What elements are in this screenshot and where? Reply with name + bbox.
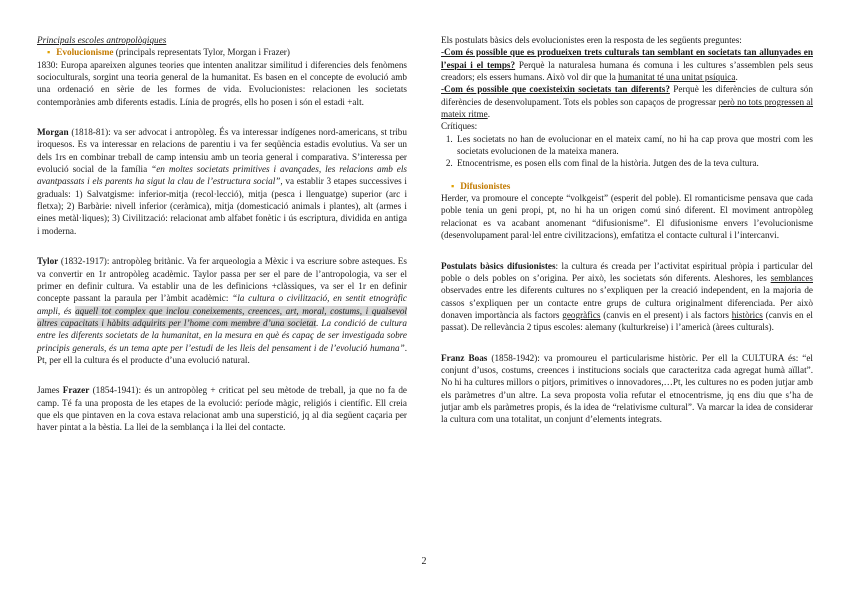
postulats-difusionistes-paragraph: Postulats bàsics difusionistes: la cultura és creada per l’activitat espiritual pròpia i particular del poble o dels pobles on s’origina. Per això, les societats són diferents. Aleshores, les semblances observades entre les diferents cultures no s’expliquen per la creació independent, en la majoria de cassos s’expliquen per un contacte entre grups de cultura originalment diferenciada. Per això donaven importància als factors geogràfics (canvis en el present) i als factors històrics (canvis en el passat). De rellevància 2 tipus escoles: alemany (kulturkreise) i l’americà (àrees culturals). — [441, 260, 813, 333]
critiques-label: Crítiques: — [441, 121, 478, 132]
critiques-list — [441, 133, 813, 170]
evolucionisme-paragraph: 1830: Europa apareixen algunes teories que intenten analitzar similitud i diferencies dels fenòmens socioculturals, sorgint una teoria general de la humanitat. Es basen en el concepte de evolució amb una ordenació en sèrie de les formes de vida. Evolucionistes: relacionen les societats contemporànies amb diferents estadis. Línia de progrés, ells ho posen i són el estadi +alt. — [37, 59, 407, 107]
right-column — [441, 34, 813, 426]
section-heading: Principals escoles antropològiques — [37, 35, 167, 45]
difusionistes-bullet: ▪ Difusionistes — [451, 180, 511, 191]
list-item: 2. Etnocentrisme, es posen ells com final de la història. Jutgen des de la teva cultura. — [455, 157, 813, 169]
postulats-intro: Els postulats bàsics dels evolucionistes eren la resposta de les següents preguntes: — [441, 35, 742, 45]
difusionisme-paragraph: Herder, va promoure el concepte “volkgeist” (esperit del poble). El romanticisme pensava que cada poble tenia un geni propi, pt, no hi ha un origen comú sinó diferent. El moviment antropòleg relacionat es va acabant anomenant “difusionisme”. El difusionisme envers l’evolucionisme (desenvolupament paral·lel entre civilitzacions), emfatitza el contacte cultural i l’intercanvi. — [441, 193, 813, 241]
frazer-paragraph: James Frazer (1854-1941): és un antropòleg + criticat pel seu mètode de treball, ja que no fa de camp. Té fa una proposta de les etapes de la evolució: període màgic, religiós i científic. Ell creia que els que pintaven en la cova estava relacionat amb una superstició, jq al dia següent caçaria per haver pintat a la bèstia. La llei de la semblança i la llei del contacte. — [37, 385, 408, 433]
tylor-paragraph: Tylor (1832-1917): antropòleg britànic. Va fer arqueologia a Mèxic i va escriure sobre asteques. Es va convertir en 1r antropòleg acadèmic. Taylor passa per ser el pare de l’antropologia, va ser el primer en definir cultura. Va establir una de les definicions +clàssiques, va ser el 1r en definir concepte passant la paraula per l’àmbit acadèmic: “la cultura o civilització, en sentit etnogràfic ampli, és aquell tot complex que inclou coneixements, creences, art, moral, costums, i qualsevol altres capacitats i hàbits adquirits per l’home com membre d’una societat. La condició de cultura entre les diferents societats de la humanitat, en la mesura en què és capaç de ser investigada sobre principis generals, és un tema apte per l’estudi de les lleis del pensament i de l’evolució humana”. Pt, per ell la cultura és el producte d’una evolució natural. — [37, 256, 408, 365]
bullet-icon: ▪ — [451, 180, 455, 191]
bullet-icon: ▪ — [47, 47, 51, 58]
highlighted-definition: aquell tot complex que inclou coneixements, creences, art, moral, costums, i qualsevol altres capacitats i hàbits adquirits per l’home com membre d’una societat — [37, 305, 407, 328]
question-1: -Com és possible que es produeixen trets culturals tan semblant en societats tan allunyades en l’espai i el temps? Perquè la naturalesa humana és comuna i les cultures s’assemblen pels seus creadors; els essers humans. Això vol dir que la humanitat té una unitat psíquica. — [441, 47, 813, 83]
boas-paragraph: Franz Boas (1858-1942): va promoureu el particularisme històric. Per ell la CULTURA és: “el conjunt d’usos, costums, creences i institucions socials que caracteritza cada agregat humà aïllat”. No hi ha cultures millors o pitjors, primitives o innovadores,…Pt, les cultures no es poden jutjar amb els paràmetres d’un altre. La seva proposta volia refutar el etnocentrisme, jq ens diu que s’ha de jutjar amb els paràmetres propis, és la idea de “relativisme cultural”. Va marcar la idea de considerar la cultura com una totalitat, un conjunt d’elements integrats. — [441, 352, 813, 425]
morgan-paragraph: Morgan (1818-81): va ser advocat i antropòleg. És va interessar indígenes nord-americans, st tribu iroquesos. Es va interessar en relacions de parentiu i va fer seqüència estadis evolutius. Va ser un dels 1rs en combinar treball de camp intensiu amb un teoria general i comparativa. S’interessa per evolució social de la família “en moltes societats primitives i avançades, les relacions amb els avantpassats i els parents ha sigut la clau de l’estructura social”, va establir 3 etapes successives i graduals: 1) Salvatgisme: inferior-mitja (recol·lecció), mitja (pesca i llenguatge) superior (arc i fletxa); 2) Barbàrie: nivell inferior (ceràmica), mitja (domesticació animals i plantes), alt (armes i eines metàl·liques); 3) Civilització: relacionat amb alfabet fonètic i ús escriptura, dividida en antiga i moderna. — [37, 127, 407, 236]
list-item: 1. Les societats no han de evolucionar en el mateix camí, no hi ha cap prova que mostri com les societats evolucionen de la mateixa manera. — [455, 133, 813, 158]
left-column — [37, 34, 407, 434]
question-2: -Com és possible que coexisteixin societats tan diferents? Perquè les diferències de cultura són diferències de desenvolupament. Tots els pobles son capaços de progressar però no tots progressen al mateix ritme. — [441, 84, 814, 120]
page-number: 2 — [421, 556, 427, 567]
evolucionisme-bullet: ▪ Evolucionisme (principals representats Tylor, Morgan i Frazer) — [47, 47, 290, 58]
